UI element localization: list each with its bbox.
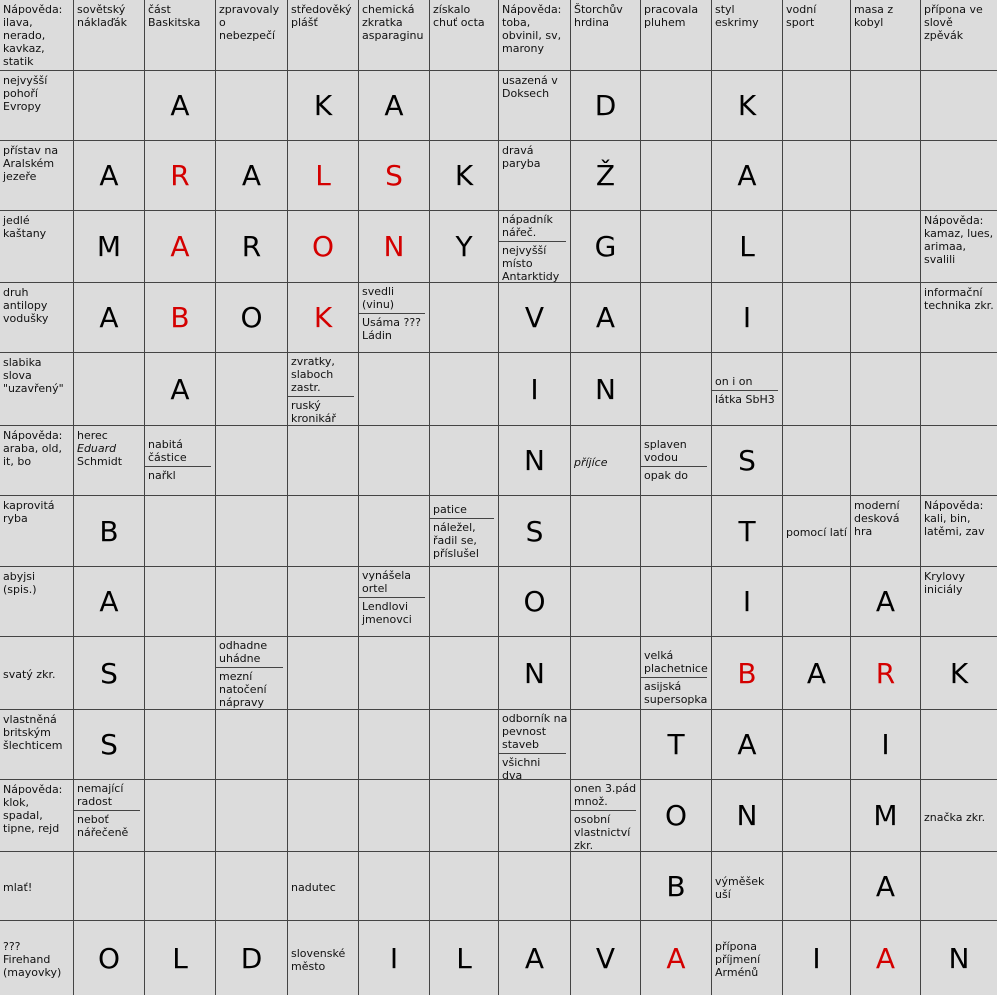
grid-letter-cell[interactable]: V bbox=[499, 283, 571, 353]
clue-text: Nápověda: kali, bin, latěmi, zav bbox=[924, 499, 985, 538]
split-clue-cell bbox=[712, 353, 783, 426]
grid-letter-cell[interactable]: O bbox=[74, 921, 145, 995]
clue-text-top: on i on bbox=[715, 375, 753, 388]
clue-cell bbox=[0, 283, 74, 353]
clue-text-bottom: mezní natočení nápravy bbox=[216, 667, 283, 710]
grid-letter-cell[interactable]: A bbox=[216, 141, 288, 211]
grid-letter-cell[interactable]: B bbox=[145, 283, 216, 353]
grid-letter-cell[interactable]: K bbox=[430, 141, 499, 211]
split-clue-cell bbox=[499, 211, 571, 283]
grid-empty-cell[interactable] bbox=[430, 71, 499, 141]
grid-empty-cell[interactable] bbox=[216, 353, 288, 426]
grid-letter-cell[interactable]: A bbox=[712, 141, 783, 211]
grid-letter-cell[interactable]: A bbox=[145, 353, 216, 426]
grid-letter-cell[interactable]: A bbox=[145, 211, 216, 283]
clue-text: sovětský náklaďák bbox=[77, 3, 127, 29]
grid-letter-cell[interactable]: A bbox=[783, 637, 851, 710]
split-clue-cell bbox=[216, 637, 288, 710]
grid-empty-cell[interactable] bbox=[74, 353, 145, 426]
clue-cell bbox=[0, 496, 74, 567]
clue-text: styl eskrimy bbox=[715, 3, 759, 29]
clue-text: mlať! bbox=[3, 881, 33, 894]
grid-letter-cell[interactable]: Y bbox=[430, 211, 499, 283]
grid-letter-cell[interactable]: L bbox=[145, 921, 216, 995]
clue-text-top: nápadník nářeč. bbox=[502, 213, 553, 239]
grid-empty-cell[interactable] bbox=[359, 852, 430, 921]
clue-cell bbox=[74, 0, 145, 71]
grid-letter-cell[interactable]: M bbox=[74, 211, 145, 283]
clue-text-top: velká plachetnice bbox=[644, 649, 708, 675]
grid-letter-cell[interactable]: A bbox=[851, 921, 921, 995]
clue-text: usazená v Doksech bbox=[502, 74, 558, 100]
clue-text: přípona ve slově zpěvák bbox=[924, 3, 983, 42]
grid-letter-cell[interactable]: B bbox=[712, 637, 783, 710]
grid-letter-cell[interactable]: A bbox=[359, 71, 430, 141]
grid-empty-cell[interactable] bbox=[921, 141, 997, 211]
grid-empty-cell[interactable] bbox=[571, 710, 641, 780]
clue-text: Nápověda: kamaz, lues, arimaa, svalili bbox=[924, 214, 994, 266]
grid-empty-cell[interactable] bbox=[783, 567, 851, 637]
clue-text: přístav na Aralském jezeře bbox=[3, 144, 59, 183]
clue-text: Nápověda: toba, obvinil, sv, marony bbox=[502, 3, 562, 55]
clue-cell bbox=[0, 353, 74, 426]
grid-empty-cell[interactable] bbox=[921, 426, 997, 496]
grid-empty-cell[interactable] bbox=[74, 71, 145, 141]
grid-letter-cell[interactable]: L bbox=[430, 921, 499, 995]
clue-cell bbox=[921, 780, 997, 852]
clue-text-part: Schmidt bbox=[77, 455, 123, 468]
grid-letter-cell[interactable]: S bbox=[712, 426, 783, 496]
clue-cell bbox=[641, 0, 712, 71]
clue-text-bottom: látka SbH3 bbox=[712, 390, 778, 408]
grid-empty-cell[interactable] bbox=[145, 780, 216, 852]
grid-empty-cell[interactable] bbox=[216, 496, 288, 567]
clue-cell bbox=[712, 921, 783, 995]
grid-letter-cell[interactable]: O bbox=[216, 283, 288, 353]
clue-text-top: patice bbox=[433, 503, 467, 516]
clue-text: značka zkr. bbox=[924, 810, 986, 824]
grid-empty-cell[interactable] bbox=[359, 710, 430, 780]
grid-empty-cell[interactable] bbox=[145, 637, 216, 710]
clue-cell bbox=[0, 780, 74, 852]
grid-empty-cell[interactable] bbox=[288, 426, 359, 496]
clue-text-top: nabitá částice bbox=[148, 438, 187, 464]
clue-text: moderní desková hra bbox=[854, 499, 900, 538]
grid-empty-cell[interactable] bbox=[783, 780, 851, 852]
grid-empty-cell[interactable] bbox=[499, 780, 571, 852]
grid-empty-cell[interactable] bbox=[641, 353, 712, 426]
grid-letter-cell[interactable]: A bbox=[74, 567, 145, 637]
grid-letter-cell[interactable]: N bbox=[712, 780, 783, 852]
grid-empty-cell[interactable] bbox=[359, 353, 430, 426]
clue-cell bbox=[921, 0, 997, 71]
clue-text-bottom: nejvyšší místo Antarktidy bbox=[499, 241, 566, 283]
grid-empty-cell[interactable] bbox=[430, 567, 499, 637]
clue-text bbox=[77, 429, 142, 468]
grid-letter-cell[interactable]: A bbox=[145, 71, 216, 141]
clue-cell bbox=[0, 141, 74, 211]
clue-text: získalo chuť octa bbox=[433, 3, 485, 29]
grid-empty-cell[interactable] bbox=[74, 852, 145, 921]
clue-cell bbox=[216, 0, 288, 71]
grid-empty-cell[interactable] bbox=[783, 710, 851, 780]
grid-empty-cell[interactable] bbox=[430, 852, 499, 921]
clue-cell bbox=[0, 0, 74, 71]
grid-empty-cell[interactable] bbox=[783, 426, 851, 496]
grid-empty-cell[interactable] bbox=[216, 567, 288, 637]
grid-letter-cell[interactable]: K bbox=[921, 637, 997, 710]
grid-letter-cell[interactable]: R bbox=[851, 637, 921, 710]
clue-text: svatý zkr. bbox=[3, 668, 56, 681]
grid-empty-cell[interactable] bbox=[783, 353, 851, 426]
grid-empty-cell[interactable] bbox=[641, 141, 712, 211]
clue-text: nejvyšší pohoří Evropy bbox=[3, 74, 48, 113]
grid-letter-cell[interactable]: S bbox=[74, 710, 145, 780]
clue-text-bottom: všichni dva bbox=[499, 753, 566, 780]
split-clue-cell bbox=[641, 426, 712, 496]
grid-empty-cell[interactable] bbox=[430, 710, 499, 780]
clue-cell bbox=[0, 921, 74, 995]
grid-letter-cell[interactable]: N bbox=[499, 426, 571, 496]
clue-text-bottom: opak do bbox=[641, 466, 707, 484]
clue-cell bbox=[921, 496, 997, 567]
grid-letter-cell[interactable]: R bbox=[145, 141, 216, 211]
grid-empty-cell[interactable] bbox=[571, 567, 641, 637]
clue-cell bbox=[288, 0, 359, 71]
split-clue-cell bbox=[430, 496, 499, 567]
grid-empty-cell[interactable] bbox=[921, 710, 997, 780]
grid-letter-cell[interactable]: A bbox=[712, 710, 783, 780]
split-clue-cell bbox=[641, 637, 712, 710]
clue-cell bbox=[571, 426, 641, 496]
grid-empty-cell[interactable] bbox=[359, 637, 430, 710]
grid-letter-cell[interactable]: O bbox=[288, 211, 359, 283]
clue-text: druh antilopy vodušky bbox=[3, 286, 49, 325]
clue-text: vodní sport bbox=[786, 3, 817, 29]
clue-cell bbox=[359, 0, 430, 71]
clue-cell bbox=[430, 0, 499, 71]
clue-text: slabika slova "uzavřený" bbox=[3, 356, 64, 395]
grid-letter-cell[interactable]: I bbox=[783, 921, 851, 995]
grid-letter-cell[interactable]: I bbox=[851, 710, 921, 780]
grid-empty-cell[interactable] bbox=[783, 211, 851, 283]
grid-empty-cell[interactable] bbox=[359, 426, 430, 496]
grid-empty-cell[interactable] bbox=[921, 852, 997, 921]
grid-empty-cell[interactable] bbox=[921, 353, 997, 426]
grid-letter-cell[interactable]: A bbox=[851, 852, 921, 921]
clue-text: příjíce bbox=[574, 455, 608, 469]
grid-empty-cell[interactable] bbox=[145, 710, 216, 780]
grid-letter-cell[interactable]: T bbox=[641, 710, 712, 780]
grid-letter-cell[interactable]: G bbox=[571, 211, 641, 283]
clue-cell bbox=[712, 852, 783, 921]
grid-letter-cell[interactable]: D bbox=[571, 71, 641, 141]
clue-text: Štorchův hrdina bbox=[574, 3, 623, 29]
grid-letter-cell[interactable]: K bbox=[712, 71, 783, 141]
clue-text: přípona příjmení Arménů bbox=[715, 940, 761, 979]
grid-empty-cell[interactable] bbox=[145, 852, 216, 921]
clue-text-bottom: Usáma ??? Ládin bbox=[359, 313, 425, 344]
clue-text: nadutec bbox=[291, 881, 336, 894]
grid-empty-cell[interactable] bbox=[851, 71, 921, 141]
clue-cell bbox=[499, 141, 571, 211]
clue-text: masa z kobyl bbox=[854, 3, 894, 29]
clue-text-top: odhadne uhádne bbox=[219, 639, 268, 665]
clue-cell bbox=[74, 426, 145, 496]
grid-empty-cell[interactable] bbox=[641, 211, 712, 283]
grid-empty-cell[interactable] bbox=[145, 567, 216, 637]
clue-text-part: herec bbox=[77, 429, 108, 442]
grid-empty-cell[interactable] bbox=[216, 710, 288, 780]
grid-empty-cell[interactable] bbox=[216, 426, 288, 496]
clue-text-top: splaven vodou bbox=[644, 438, 687, 464]
clue-text: informační technika zkr. bbox=[924, 286, 994, 312]
grid-empty-cell[interactable] bbox=[851, 426, 921, 496]
grid-empty-cell[interactable] bbox=[430, 426, 499, 496]
grid-letter-cell[interactable]: I bbox=[712, 283, 783, 353]
grid-letter-cell[interactable]: K bbox=[288, 71, 359, 141]
clue-text: dravá paryba bbox=[502, 144, 541, 170]
grid-empty-cell[interactable] bbox=[499, 852, 571, 921]
clue-text: středověký plášť bbox=[291, 3, 352, 29]
clue-text-bottom: Lendlovi jmenovci bbox=[359, 597, 425, 628]
grid-empty-cell[interactable] bbox=[641, 71, 712, 141]
grid-letter-cell[interactable]: O bbox=[499, 567, 571, 637]
clue-cell bbox=[499, 0, 571, 71]
clue-cell bbox=[851, 0, 921, 71]
clue-cell bbox=[712, 0, 783, 71]
grid-empty-cell[interactable] bbox=[851, 283, 921, 353]
grid-empty-cell[interactable] bbox=[430, 283, 499, 353]
grid-letter-cell[interactable]: V bbox=[571, 921, 641, 995]
grid-letter-cell[interactable]: A bbox=[641, 921, 712, 995]
grid-empty-cell[interactable] bbox=[851, 353, 921, 426]
grid-letter-cell[interactable]: M bbox=[851, 780, 921, 852]
grid-empty-cell[interactable] bbox=[288, 496, 359, 567]
clue-text-bottom: neboť nářečeně bbox=[74, 810, 140, 841]
grid-letter-cell[interactable]: Ž bbox=[571, 141, 641, 211]
grid-letter-cell[interactable]: A bbox=[851, 567, 921, 637]
grid-letter-cell[interactable]: T bbox=[712, 496, 783, 567]
grid-letter-cell[interactable]: N bbox=[948, 941, 970, 975]
grid-empty-cell[interactable] bbox=[216, 852, 288, 921]
clue-text-bottom: náležel, řadil se, příslušel bbox=[430, 518, 494, 562]
clue-cell bbox=[0, 852, 74, 921]
grid-letter-cell[interactable]: D bbox=[216, 921, 288, 995]
split-clue-cell bbox=[499, 710, 571, 780]
grid-empty-cell[interactable] bbox=[359, 496, 430, 567]
clue-text-top: vynášela ortel bbox=[362, 569, 412, 595]
grid-letter-cell[interactable]: B bbox=[641, 852, 712, 921]
grid-empty-cell[interactable] bbox=[851, 141, 921, 211]
clue-text-part: Eduard bbox=[77, 442, 117, 455]
split-clue-cell bbox=[571, 780, 641, 852]
grid-empty-cell[interactable] bbox=[288, 637, 359, 710]
clue-text-top: zvratky, slaboch zastr. bbox=[291, 355, 335, 394]
clue-text: pracovala pluhem bbox=[644, 3, 699, 29]
grid-empty-cell[interactable] bbox=[288, 780, 359, 852]
grid-letter-cell[interactable]: L bbox=[288, 141, 359, 211]
split-clue-cell bbox=[288, 353, 359, 426]
clue-cell bbox=[0, 710, 74, 780]
grid-letter-cell[interactable]: A bbox=[571, 283, 641, 353]
clue-cell bbox=[571, 0, 641, 71]
clue-cell bbox=[921, 283, 997, 353]
clue-text: abyjsi (spis.) bbox=[3, 570, 37, 596]
clue-text-top: nemající radost bbox=[77, 782, 124, 808]
grid-letter-cell[interactable]: R bbox=[216, 211, 288, 283]
clue-text-bottom: asijská supersopka bbox=[641, 677, 707, 708]
grid-empty-cell[interactable] bbox=[216, 71, 288, 141]
grid-empty-cell[interactable] bbox=[921, 71, 997, 141]
clue-text: vlastněná britským šlechticem bbox=[3, 713, 63, 752]
split-clue-cell bbox=[359, 283, 430, 353]
grid-empty-cell[interactable] bbox=[641, 496, 712, 567]
clue-text: pomocí latí bbox=[786, 526, 847, 539]
clue-cell bbox=[783, 496, 851, 567]
grid-letter-cell[interactable]: S bbox=[359, 141, 430, 211]
grid-empty-cell[interactable] bbox=[430, 780, 499, 852]
clue-text: slovenské město bbox=[291, 946, 346, 973]
clue-text-top: onen 3.pád množ. bbox=[574, 782, 637, 808]
grid-letter-cell[interactable]: N bbox=[571, 353, 641, 426]
grid-empty-cell[interactable] bbox=[359, 780, 430, 852]
grid-empty-cell[interactable] bbox=[851, 211, 921, 283]
clue-text: jedlé kaštany bbox=[3, 214, 47, 240]
grid-letter-cell[interactable]: O bbox=[641, 780, 712, 852]
grid-empty-cell[interactable] bbox=[783, 141, 851, 211]
clue-text-bottom: nařkl bbox=[145, 466, 211, 484]
clue-text-bottom: osobní vlastnictví zkr. bbox=[571, 810, 636, 852]
clue-text: Nápověda: araba, old, it, bo bbox=[3, 429, 63, 468]
clue-cell bbox=[0, 211, 74, 283]
grid-empty-cell[interactable] bbox=[783, 283, 851, 353]
grid-empty-cell[interactable] bbox=[641, 567, 712, 637]
grid-empty-cell[interactable] bbox=[641, 283, 712, 353]
clue-text: zpravovaly o nebezpečí bbox=[219, 3, 280, 42]
grid-empty-cell[interactable] bbox=[430, 637, 499, 710]
grid-letter-cell[interactable]: S bbox=[74, 637, 145, 710]
grid-letter-cell[interactable]: B bbox=[74, 496, 145, 567]
grid-letter-cell[interactable]: A bbox=[74, 283, 145, 353]
split-clue-cell bbox=[74, 780, 145, 852]
clue-text: Krylovy iniciály bbox=[924, 570, 966, 596]
clue-text: ??? Firehand (mayovky) bbox=[3, 940, 62, 979]
clue-cell bbox=[921, 567, 997, 637]
grid-letter-cell[interactable]: I bbox=[712, 567, 783, 637]
grid-letter-cell[interactable]: A bbox=[74, 141, 145, 211]
grid-empty-cell[interactable] bbox=[216, 780, 288, 852]
clue-cell bbox=[145, 0, 216, 71]
clue-cell bbox=[0, 637, 74, 710]
clue-cell bbox=[288, 921, 359, 995]
grid-letter-cell[interactable]: K bbox=[288, 283, 359, 353]
clue-cell bbox=[0, 71, 74, 141]
clue-text: Nápověda: ilava, nerado, kavkaz, statik bbox=[3, 3, 63, 68]
grid-letter-cell[interactable]: N bbox=[359, 211, 430, 283]
clue-cell bbox=[0, 567, 74, 637]
grid-empty-cell[interactable] bbox=[571, 637, 641, 710]
clue-text: výměšek uší bbox=[715, 874, 765, 901]
clue-text: chemická zkratka asparaginu bbox=[362, 3, 424, 42]
split-clue-cell bbox=[145, 426, 216, 496]
grid-empty-cell[interactable] bbox=[571, 852, 641, 921]
grid-empty-cell[interactable] bbox=[288, 567, 359, 637]
clue-cell bbox=[851, 496, 921, 567]
grid-empty-cell[interactable] bbox=[783, 852, 851, 921]
grid-empty-cell[interactable] bbox=[430, 353, 499, 426]
grid-empty-cell[interactable] bbox=[288, 710, 359, 780]
clue-cell bbox=[0, 426, 74, 496]
grid-letter-cell[interactable]: L bbox=[712, 211, 783, 283]
clue-text-top: svedli (vinu) bbox=[362, 285, 395, 311]
clue-cell bbox=[921, 211, 997, 283]
clue-text: část Baskitska bbox=[148, 3, 201, 29]
split-clue-cell bbox=[359, 567, 430, 637]
grid-empty-cell[interactable] bbox=[783, 71, 851, 141]
grid-letter-cell[interactable]: I bbox=[359, 921, 430, 995]
grid-empty-cell[interactable] bbox=[145, 496, 216, 567]
grid-empty-cell[interactable] bbox=[571, 496, 641, 567]
clue-text: Nápověda: klok, spadal, tipne, rejd bbox=[3, 783, 63, 835]
clue-text-top: odborník na pevnost staveb bbox=[502, 712, 568, 751]
clue-cell bbox=[783, 0, 851, 71]
clue-text-bottom: ruský kronikář bbox=[288, 396, 354, 426]
clue-cell bbox=[288, 852, 359, 921]
clue-text: kaprovitá ryba bbox=[3, 499, 55, 525]
grid-letter-cell[interactable]: N bbox=[499, 637, 571, 710]
grid-letter-cell[interactable]: I bbox=[499, 353, 571, 426]
clue-cell bbox=[499, 71, 571, 141]
grid-letter-cell[interactable]: A bbox=[499, 921, 571, 995]
grid-letter-cell[interactable]: S bbox=[499, 496, 571, 567]
